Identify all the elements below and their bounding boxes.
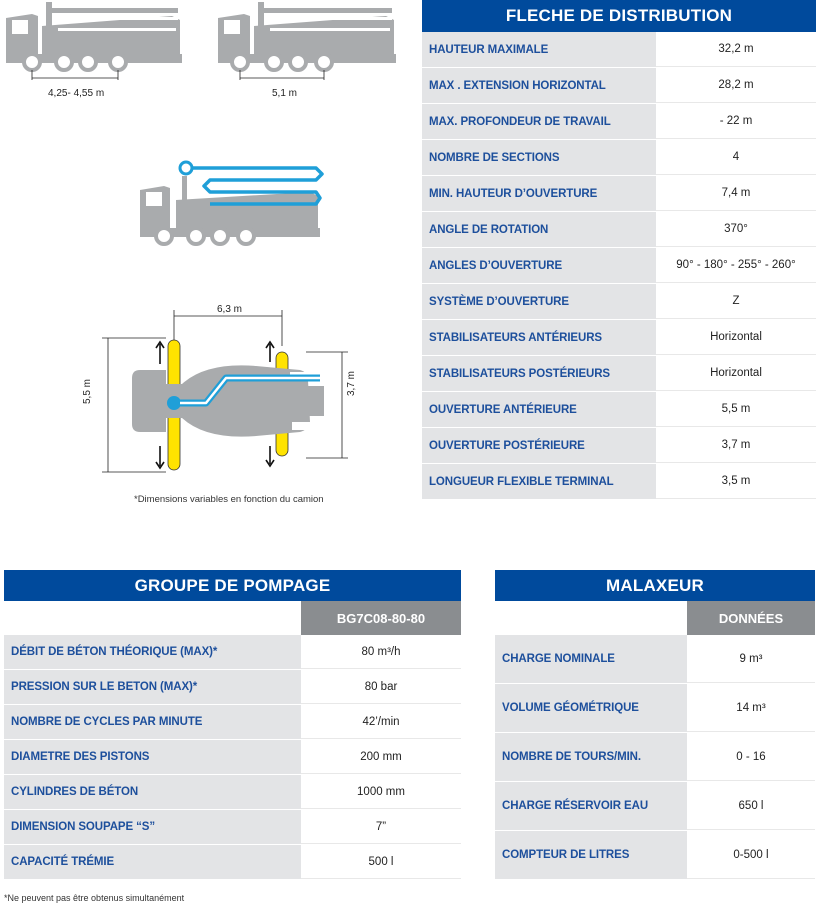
malaxeur-subheader: [495, 601, 815, 635]
pompage-row-value: 200 mm: [301, 740, 461, 774]
pompage-row: [4, 635, 461, 670]
fleche-row-label: LONGUEUR FLEXIBLE TERMINAL: [422, 464, 656, 499]
fleche-row-value: 370°: [656, 212, 816, 247]
malaxeur-rows: [495, 635, 815, 880]
fleche-row-label: SYSTÈME D’OUVERTURE: [422, 284, 656, 319]
fleche-row: [422, 176, 816, 212]
fleche-row-value: - 22 m: [656, 104, 816, 139]
fleche-row: [422, 356, 816, 392]
dimension-right-height: 3,7 m: [346, 370, 357, 396]
fleche-row-label: HAUTEUR MAXIMALE: [422, 32, 656, 67]
malaxeur-row: [495, 733, 815, 782]
fleche-row-value: 3,5 m: [656, 464, 816, 499]
fleche-rows: [422, 32, 816, 500]
pompage-row-label: DIAMETRE DES PISTONS: [4, 740, 301, 774]
truck-boom-folded: [134, 156, 330, 248]
truck2-dimension: 5,1 m: [272, 88, 298, 99]
diagram-note: *Dimensions variables en fonction du camion: [134, 494, 324, 505]
malaxeur-table: [495, 570, 815, 880]
fleche-row: [422, 464, 816, 500]
fleche-row-label: MAX. PROFONDEUR DE TRAVAIL: [422, 104, 656, 139]
malaxeur-row-label: NOMBRE DE TOURS/MIN.: [495, 733, 687, 781]
fleche-row: [422, 248, 816, 284]
fleche-row-label: NOMBRE DE SECTIONS: [422, 140, 656, 175]
pompage-row: [4, 775, 461, 810]
truck-side-view-2: [214, 0, 404, 80]
malaxeur-row-value: 650 l: [687, 782, 815, 830]
pompage-row-label: CYLINDRES DE BÉTON: [4, 775, 301, 809]
malaxeur-row-label: CHARGE NOMINALE: [495, 635, 687, 683]
pompage-row-value: 1000 mm: [301, 775, 461, 809]
pompage-row: [4, 810, 461, 845]
pompage-row-value: 80 bar: [301, 670, 461, 704]
fleche-row-label: STABILISATEURS POSTÉRIEURS: [422, 356, 656, 391]
pompage-row: [4, 740, 461, 775]
malaxeur-row-value: 0-500 l: [687, 831, 815, 879]
fleche-row-label: ANGLE DE ROTATION: [422, 212, 656, 247]
fleche-row-value: 4: [656, 140, 816, 175]
fleche-row-value: 7,4 m: [656, 176, 816, 211]
malaxeur-row-label: CHARGE RÉSERVOIR EAU: [495, 782, 687, 830]
truck-side-view-1: [2, 0, 190, 80]
fleche-row: [422, 320, 816, 356]
fleche-row-value: 28,2 m: [656, 68, 816, 103]
fleche-row-value: 90° - 180° - 255° - 260°: [656, 248, 816, 283]
fleche-row: [422, 428, 816, 464]
truck1-dimension: 4,25- 4,55 m: [48, 88, 105, 99]
fleche-row: [422, 212, 816, 248]
pompage-subheader: [4, 601, 461, 635]
outrigger-top-view: [96, 300, 368, 492]
dimension-top-width: 6,3 m: [217, 304, 243, 315]
fleche-row-label: MIN. HAUTEUR D’OUVERTURE: [422, 176, 656, 211]
fleche-row: [422, 284, 816, 320]
malaxeur-row-label: VOLUME GÉOMÉTRIQUE: [495, 684, 687, 732]
fleche-row-value: Horizontal: [656, 356, 816, 391]
pompage-row: [4, 670, 461, 705]
pompage-table: [4, 570, 461, 880]
fleche-row: [422, 392, 816, 428]
fleche-table: [422, 0, 816, 500]
fleche-row-label: STABILISATEURS ANTÉRIEURS: [422, 320, 656, 355]
pompage-row: [4, 705, 461, 740]
fleche-row-value: 32,2 m: [656, 32, 816, 67]
fleche-row-value: Horizontal: [656, 320, 816, 355]
pompage-row-label: DIMENSION SOUPAPE “S”: [4, 810, 301, 844]
fleche-row-label: OUVERTURE ANTÉRIEURE: [422, 392, 656, 427]
fleche-row: [422, 140, 816, 176]
malaxeur-row: [495, 635, 815, 684]
pompage-row-label: NOMBRE DE CYCLES PAR MINUTE: [4, 705, 301, 739]
fleche-row: [422, 32, 816, 68]
pompage-column-header: BG7C08-80-80: [301, 601, 461, 635]
pompage-row-value: 80 m³/h: [301, 635, 461, 669]
fleche-row-label: OUVERTURE POSTÉRIEURE: [422, 428, 656, 463]
fleche-row: [422, 68, 816, 104]
malaxeur-row: [495, 684, 815, 733]
pompage-rows: [4, 635, 461, 880]
malaxeur-row-value: 0 - 16: [687, 733, 815, 781]
pompage-row-label: CAPACITÉ TRÉMIE: [4, 845, 301, 879]
fleche-row-label: MAX . EXTENSION HORIZONTAL: [422, 68, 656, 103]
fleche-row-label: ANGLES D’OUVERTURE: [422, 248, 656, 283]
malaxeur-title: MALAXEUR: [495, 570, 815, 601]
pompage-title: GROUPE DE POMPAGE: [4, 570, 461, 601]
malaxeur-row-label: COMPTEUR DE LITRES: [495, 831, 687, 879]
pompage-row: [4, 845, 461, 880]
fleche-row-value: Z: [656, 284, 816, 319]
fleche-row-value: 5,5 m: [656, 392, 816, 427]
fleche-title: FLECHE DE DISTRIBUTION: [422, 0, 816, 32]
pompage-row-label: PRESSION SUR LE BETON (MAX)*: [4, 670, 301, 704]
pompage-row-value: 500 l: [301, 845, 461, 879]
dimension-left-height: 5,5 m: [82, 378, 93, 404]
malaxeur-row: [495, 831, 815, 880]
pompage-row-value: 7”: [301, 810, 461, 844]
fleche-row: [422, 104, 816, 140]
pompage-row-value: 42’/min: [301, 705, 461, 739]
malaxeur-row: [495, 782, 815, 831]
malaxeur-column-header: DONNÉES: [687, 601, 815, 635]
malaxeur-row-value: 9 m³: [687, 635, 815, 683]
bottom-note: *Ne peuvent pas être obtenus simultanément: [4, 893, 185, 903]
pompage-row-label: DÉBIT DE BÉTON THÉORIQUE (MAX)*: [4, 635, 301, 669]
malaxeur-row-value: 14 m³: [687, 684, 815, 732]
fleche-row-value: 3,7 m: [656, 428, 816, 463]
